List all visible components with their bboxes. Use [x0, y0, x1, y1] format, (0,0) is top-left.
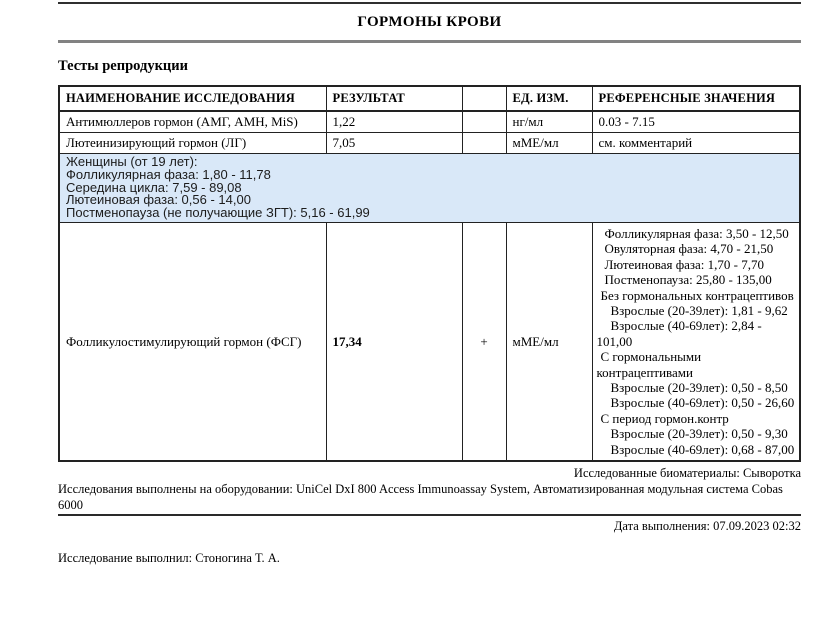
test-units: нг/мл [506, 111, 592, 133]
table-row [59, 222, 800, 461]
header-reference: РЕФЕРЕНСНЫЕ ЗНАЧЕНИЯ [592, 86, 800, 111]
header-units: ЕД. ИЗМ. [506, 86, 592, 111]
reference-line: Взрослые (20-39лет): 0,50 - 9,30 [610, 426, 788, 442]
comment-block [59, 154, 800, 223]
footer-rule [58, 514, 801, 516]
table-row [59, 111, 800, 133]
comment-line: Лютеиновая фаза: 0,56 - 14,00 [66, 192, 251, 208]
comment-line: Фолликулярная фаза: 1,80 - 11,78 [66, 166, 271, 182]
reference-line: Без гормональных контрацептивов [600, 287, 794, 303]
comment-row [59, 154, 800, 223]
test-reference: 0.03 - 7.15 [592, 111, 800, 133]
test-result: 17,34 [326, 222, 462, 461]
reference-line: Овуляторная фаза: 4,70 - 21,50 [604, 241, 774, 257]
reference-line: Фолликулярная фаза: 3,50 - 12,50 [604, 225, 789, 241]
comment-line: Постменопауза (не получающие ЗГТ): 5,16 - 61,99 [66, 205, 370, 221]
reference-line: С период гормон.контр [600, 410, 729, 426]
report-footer [58, 465, 801, 566]
reference-line: Взрослые (40-69лет): 2,84 - 101,00 [596, 318, 762, 349]
test-name: Лютеинизирующий гормон (ЛГ) [59, 133, 326, 154]
test-flag: + [462, 222, 506, 461]
header-result: РЕЗУЛЬТАТ [326, 86, 462, 111]
comment-line: Женщины (от 19 лет): [66, 154, 198, 169]
reference-line: Взрослые (20-39лет): 1,81 - 9,62 [610, 303, 788, 319]
reference-line: Взрослые (40-69лет): 0,50 - 26,60 [610, 395, 795, 411]
results-table [58, 85, 801, 462]
test-name: Фолликулостимулирующий гормон (ФСГ) [59, 222, 326, 461]
reference-line: Взрослые (40-69лет): 0,68 - 87,00 [610, 441, 795, 457]
test-units: мМЕ/мл [506, 133, 592, 154]
header-flag [462, 86, 506, 111]
biomaterials-line: Исследованные биоматериалы: Сыворотка [573, 466, 801, 481]
table-row [59, 133, 800, 154]
test-result: 7,05 [326, 133, 462, 154]
test-name: Антимюллеров гормон (АМГ, АМН, MiS) [59, 111, 326, 133]
reference-line: Постменопауза: 25,80 - 135,00 [604, 272, 772, 288]
test-units: мМЕ/мл [506, 222, 592, 461]
test-reference: см. комментарий [592, 133, 800, 154]
test-flag [462, 111, 506, 133]
execution-date-line: Дата выполнения: 07.09.2023 02:32 [613, 519, 801, 534]
reference-line: Взрослые (20-39лет): 0,50 - 8,50 [610, 380, 788, 396]
section-title: Тесты репродукции [58, 58, 188, 74]
test-reference [592, 222, 800, 461]
comment-line: Середина цикла: 7,59 - 89,08 [66, 179, 242, 195]
reference-line: Лютеиновая фаза: 1,70 - 7,70 [604, 256, 764, 272]
table-header-row [59, 86, 800, 111]
equipment-line: Исследования выполнены на оборудовании: UniCel DxI 800 Access Immunoassay System, Автоматизированная модульная система Cobas 6000 [58, 482, 783, 513]
test-result: 1,22 [326, 111, 462, 133]
reference-line: С гормональными контрацептивами [596, 349, 702, 380]
title-underline-rule [58, 40, 801, 43]
page-title: ГОРМОНЫ КРОВИ [357, 14, 502, 30]
header-name: НАИМЕНОВАНИЕ ИССЛЕДОВАНИЯ [59, 86, 326, 111]
test-flag [462, 133, 506, 154]
performer-line: Исследование выполнил: Стоногина Т. А. [58, 551, 280, 566]
